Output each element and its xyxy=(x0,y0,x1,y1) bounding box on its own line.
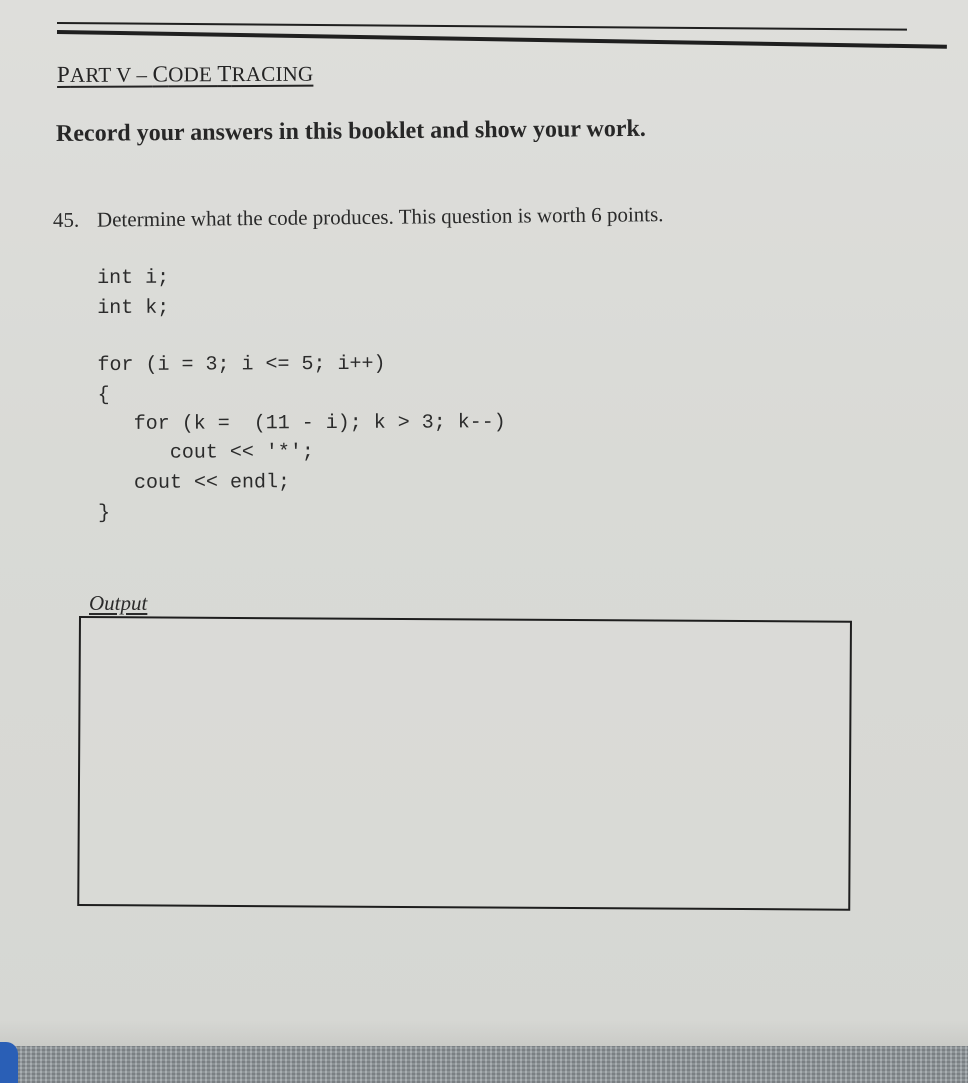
output-answer-box[interactable] xyxy=(77,616,852,911)
part-title: PART V – CODE TRACING xyxy=(56,61,314,87)
question-number: 45. xyxy=(52,207,80,232)
code-line: for (i = 3; i <= 5; i++) xyxy=(97,352,386,377)
instructions: Record your answers in this booklet and show your work. xyxy=(55,115,646,147)
code-line: } xyxy=(98,501,111,525)
blue-object xyxy=(0,1042,18,1083)
top-rule xyxy=(57,22,907,31)
output-label: Output xyxy=(89,591,148,615)
code-line: int k; xyxy=(97,296,170,320)
code-line: { xyxy=(97,383,110,407)
carpet-background xyxy=(0,1046,968,1083)
top-rule-thick xyxy=(57,30,947,49)
code-line: int i; xyxy=(97,266,170,290)
question xyxy=(53,202,664,233)
page-bottom-shadow xyxy=(0,1020,968,1046)
code-line: cout << '*'; xyxy=(97,441,314,465)
question-text: Determine what the code produces. This question is worth 6 points. xyxy=(96,202,664,232)
code-line: cout << endl; xyxy=(97,471,291,495)
code-line: for (k = (11 - i); k > 3; k--) xyxy=(97,411,506,436)
